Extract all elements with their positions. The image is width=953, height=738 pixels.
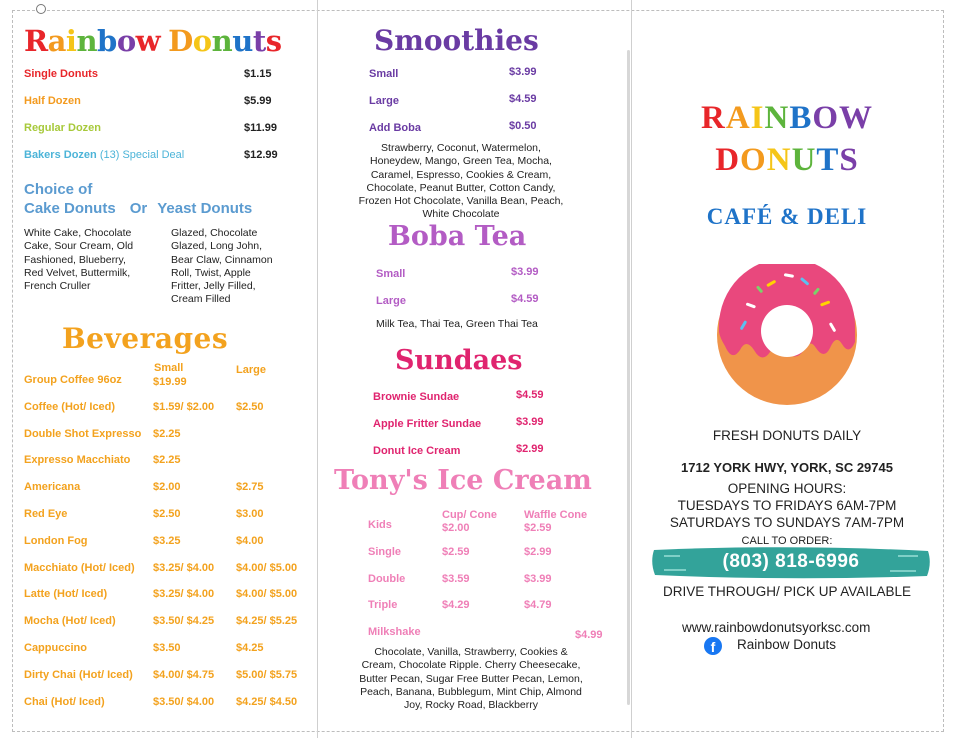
boba-title: Boba Tea [388,221,527,252]
website-link[interactable]: www.rainbowdonutsyorksc.com [682,620,871,635]
middle-panel [318,0,630,738]
title-letter: u [232,24,253,58]
beverages-title: Beverages [62,322,229,355]
menu-item-price: $4.59 [516,389,544,401]
icecream-cup-price: $2.00 [442,522,470,534]
title-letter: w [135,24,161,58]
brand-letter: B [789,100,813,136]
beverage-name: Expresso Macchiato [24,454,131,467]
left-panel [0,0,317,738]
brand-letter: A [725,100,751,136]
beverage-name: Group Coffee 96oz [24,374,122,386]
beverage-large-price: $2.75 [236,481,264,494]
donut-price: $11.99 [244,122,278,134]
brand-line-2 [632,142,942,179]
address: 1712 YORK HWY, YORK, SC 29745 [681,460,893,475]
menu-item-label: Apple Fritter Sundae [373,418,482,430]
phone-number[interactable]: (803) 818-6996 [722,551,860,572]
donut-item-name: Bakers Dozen [24,149,97,161]
beverage-name: Dirty Chai (Hot/ Iced) [24,668,133,681]
beverage-small-price: $2.25 [153,454,181,467]
donut-price: $12.99 [244,149,278,161]
donut-item-name: Single Donuts [24,68,98,80]
donut-price: $1.15 [244,68,272,80]
menu-item-price: $3.99 [511,266,539,278]
smoothies-title: Smoothies [374,24,539,57]
facebook-link[interactable]: Rainbow Donuts [737,637,837,652]
fresh-donuts-text: FRESH DONUTS DAILY [712,428,862,443]
title-letter: s [265,24,282,58]
beverage-name: Chai (Hot/ Iced) [24,695,105,708]
beverage-small-price: $3.25 [153,534,181,547]
beverage-name: Double Shot Expresso [24,427,142,440]
beverage-small-price: $2.25 [153,427,181,440]
icecream-title: Tony's Ice Cream [334,465,592,496]
bev-large-header: Large [236,364,266,376]
donut-price: $5.99 [244,95,272,107]
donut-price-label [24,149,184,161]
menu-item-price: $3.99 [516,416,544,428]
icecream-cup-price: $4.29 [442,599,470,612]
beverage-large-price: $4.25/ $5.25 [236,615,298,628]
beverage-small-price: $2.50 [153,508,181,520]
sundaes-title: Sundaes [395,345,523,376]
brand-letter: D [715,142,741,178]
menu-item-label: Brownie Sundae [373,391,460,403]
title-letter: D [168,24,193,58]
cafe-deli-subtitle: CAFÉ & DELI [706,204,868,229]
beverage-small-price: $4.00/ $4.75 [153,668,215,681]
menu-item-price: $3.99 [509,66,537,78]
icecream-label: Double [368,572,406,585]
beverage-name: Americana [24,481,81,494]
brand-letter: S [839,142,859,178]
icecream-label: Single [368,545,402,558]
menu-item-price: $4.59 [511,293,539,305]
opening-hours [632,480,942,531]
donut-illustration [716,264,858,406]
or-label: Or [129,200,148,217]
donut-price-label [24,95,81,107]
beverage-name: Mocha (Hot/ Iced) [24,615,116,628]
brand-letter: R [700,100,726,136]
menu-item-label: Large [369,95,399,107]
choice-heading [24,180,252,218]
menu-item-price: $4.59 [509,93,537,105]
beverage-large-price: $3.00 [236,508,264,520]
title-letter: R [24,24,48,58]
icecream-label: Triple [368,599,398,612]
title-letter: t [252,24,266,58]
brand-letter: O [812,100,840,136]
donut-item-name: Regular Dozen [24,122,102,134]
beverage-small-price: $1.59/ $2.00 [153,400,215,413]
icecream-label: Milkshake [368,626,421,639]
brand-letter: N [764,100,790,136]
choice-line: Choice of [24,181,93,198]
beverage-large-price: $4.00/ $5.00 [236,588,298,601]
icecream-flavors: Chocolate, Vanilla, Strawberry, Cookies & Cream, Chocolate Ripple. Cherry Cheesecake, Butter Pecan, Sugar Free Butter Pecan, Lemon, Peach, Banana, Bubblegum, Mint Chip, Almond Joy, Rocky Road, Blackberry [359,646,583,712]
bev-small-header: Small [154,362,184,374]
icecream-waffle-price: $3.99 [524,572,552,585]
beverage-name: London Fog [24,534,88,547]
beverage-name: Latte (Hot/ Iced) [24,588,108,601]
title-letter: n [76,24,98,58]
brand-line-1 [632,100,942,137]
title-letter: a [47,24,66,58]
beverage-small-price: $2.00 [153,481,181,494]
icecream-waffle-price: $4.99 [575,629,603,642]
title-letter: o [116,24,136,58]
beverage-large-price: $4.25 [236,642,264,654]
beverage-name: Coffee (Hot/ Iced) [24,400,116,413]
ic-waffle-header: Waffle Cone [524,509,588,521]
menu-item-label: Add Boba [369,122,421,134]
beverage-large-price: $2.50 [236,400,264,413]
beverage-large-price: $4.25/ $4.50 [236,695,298,708]
beverage-large-price: $5.00/ $5.75 [236,668,298,681]
brand-letter: I [750,100,765,136]
beverage-small-price: $3.50/ $4.00 [153,695,215,708]
yeast-donuts-heading: Yeast Donuts [157,200,253,217]
menu-item-label: Large [376,295,406,307]
icecream-waffle-price: $2.59 [524,522,552,534]
right-panel [632,0,953,738]
donut-price-label [24,68,98,80]
donut-item-name: Half Dozen [24,95,81,107]
icecream-waffle-price: $2.99 [524,545,552,558]
beverage-small-price: $19.99 [153,376,187,388]
hours-weekend: SATURDAYS TO SUNDAYS 7AM-7PM [669,515,905,530]
beverage-name: Macchiato (Hot/ Iced) [24,561,135,574]
brand-letter: T [816,142,840,178]
title-letter: i [65,24,77,58]
drive-through-text: DRIVE THROUGH/ PICK UP AVAILABLE [662,584,912,599]
icecream-label: Kids [368,519,392,531]
hours-title: OPENING HOURS: [727,481,847,496]
brand-letter: N [766,142,792,178]
cake-donuts-heading: Cake Donuts [24,200,116,217]
menu-item-label: Donut Ice Cream [373,445,461,457]
boba-flavors: Milk Tea, Thai Tea, Green Thai Tea [376,318,538,330]
ic-cup-header: Cup/ Cone [442,509,497,521]
beverage-small-price: $3.50 [153,642,181,654]
donut-item-extra: (13) Special Deal [96,149,185,161]
brand-letter: U [791,142,817,178]
hours-weekday: TUESDAYS TO FRIDAYS 6AM-7PM [677,498,897,513]
yeast-donut-list: Glazed, Chocolate Glazed, Long John, Bear Claw, Cinnamon Roll, Twist, Apple Fritter, Jelly Filled, Cream Filled [171,227,273,306]
icecream-waffle-price: $4.79 [524,599,552,612]
brand-letter: O [740,142,767,178]
beverage-small-price: $3.50/ $4.25 [153,615,215,628]
icecream-cup-price: $2.59 [442,545,470,558]
title-letter: o [192,24,212,58]
beverage-name: Red Eye [24,508,68,520]
menu-item-label: Small [376,268,406,280]
call-to-order-label: CALL TO ORDER: [741,535,833,547]
beverage-name: Cappuccino [24,642,87,654]
icecream-cup-price: $3.59 [442,572,470,585]
menu-item-price: $0.50 [509,120,537,132]
beverage-small-price: $3.25/ $4.00 [153,588,215,601]
beverage-large-price: $4.00 [236,534,264,547]
beverage-large-price: $4.00/ $5.00 [236,561,298,574]
title-letter: b [97,24,117,58]
beverage-small-price: $3.25/ $4.00 [153,561,215,574]
left-title [24,24,282,58]
facebook-icon[interactable]: f [704,637,722,655]
brand-letter: W [839,100,874,136]
menu-item-price: $2.99 [516,443,544,455]
menu-item-label: Small [369,68,399,80]
donut-price-label [24,122,101,134]
smoothie-flavors: Strawberry, Coconut, Watermelon, Honeydew, Mango, Green Tea, Mocha, Caramel, Espresso, Cookies & Cream, Chocolate, Peanut Butter, Cotton Candy, Frozen Hot Chocolate, Vanilla Bean, Peach, White Chocolate [358,142,564,221]
title-letter: n [211,24,233,58]
cake-donut-list: White Cake, Chocolate Cake, Sour Cream, Old Fashioned, Blueberry, Red Velvet, Buttermilk, French Cruller [24,227,134,293]
